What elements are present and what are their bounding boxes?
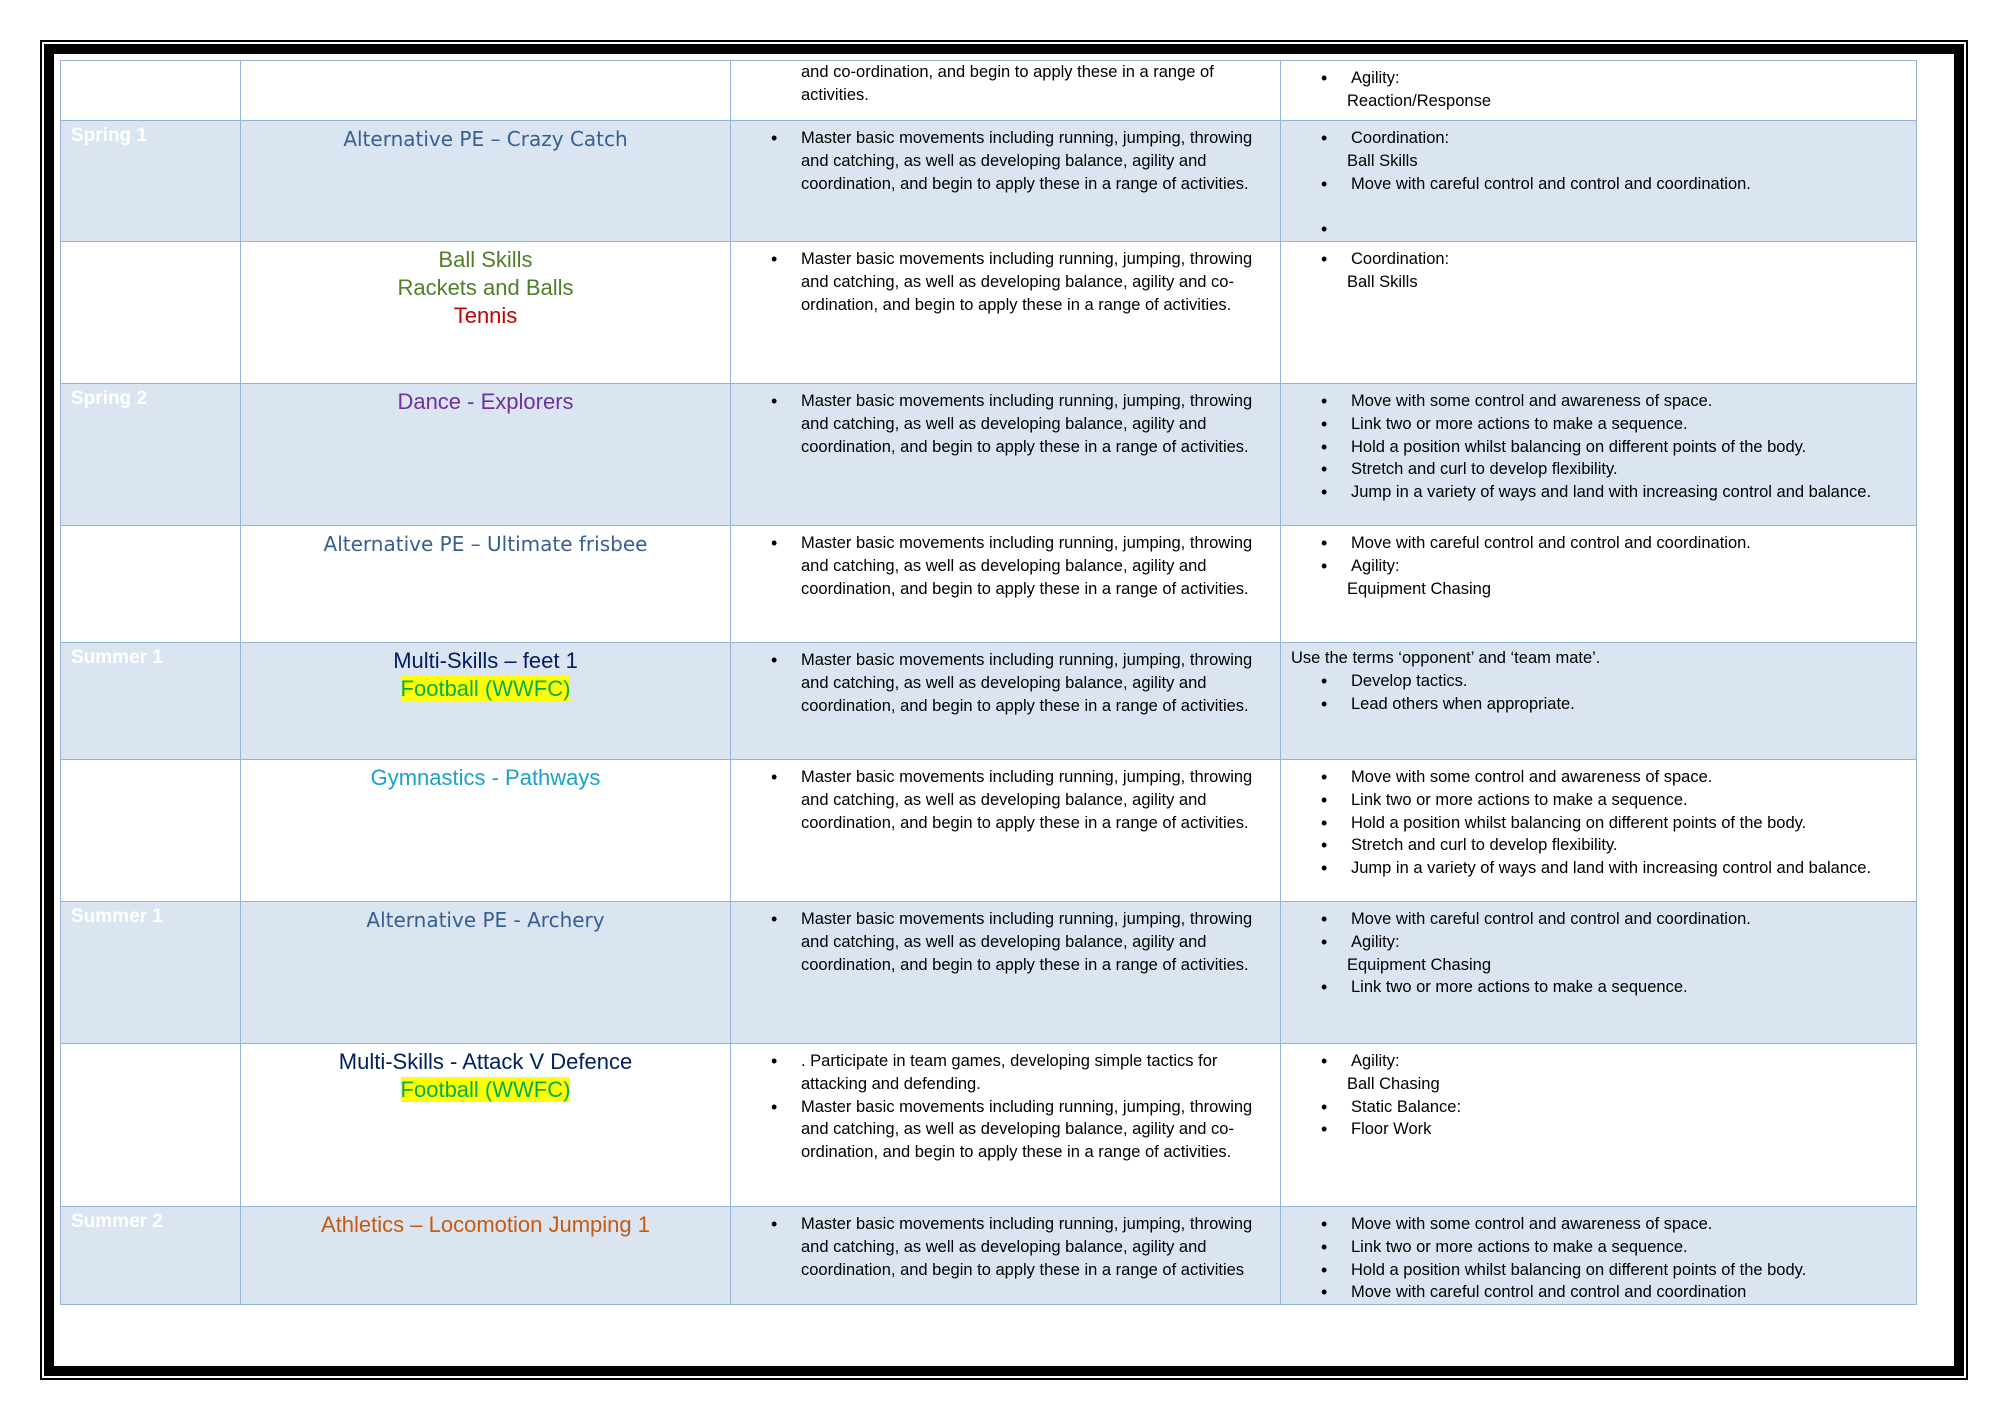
objective-item: • . Participate in team games, developing simple tactics for attacking and defending. bbox=[801, 1050, 1268, 1096]
skill-item: • Stretch and curl to develop flexibility. bbox=[1351, 834, 1904, 857]
unit-cell bbox=[241, 901, 731, 1043]
objective-continued-text: and co-ordination, and begin to apply these in a range of activities. bbox=[801, 63, 1214, 104]
objective-list bbox=[731, 242, 1280, 316]
skill-subtext: Reaction/Response bbox=[1347, 91, 1492, 110]
skill-item: • Link two or more actions to make a sequence. bbox=[1351, 976, 1904, 999]
objective-item: • Master basic movements including running, jumping, throwing and catching, as well as developing balance, agility and coordination, and begin to apply these in a range of activities bbox=[801, 1213, 1268, 1281]
skill-item: • Move with some control and awareness of space. bbox=[1351, 390, 1904, 413]
term-cell bbox=[61, 383, 241, 525]
skill-item: • Agility: bbox=[1351, 1050, 1904, 1073]
skill-subtext: Ball Skills bbox=[1347, 151, 1418, 170]
unit-title-text: Dance - Explorers bbox=[397, 388, 574, 414]
unit-title-text: Alternative PE - Archery bbox=[366, 907, 605, 932]
unit-title-text: Athletics – Locomotion Jumping 1 bbox=[321, 1211, 650, 1237]
skills-cell bbox=[1281, 1206, 1917, 1304]
skill-item: • Lead others when appropriate. bbox=[1351, 693, 1904, 716]
unit-cell bbox=[241, 1206, 731, 1304]
table-row bbox=[61, 121, 1917, 242]
pe-curriculum-table bbox=[60, 60, 1917, 1305]
skill-item: • Hold a position whilst balancing on different points of the body. bbox=[1351, 1259, 1904, 1282]
skill-item: • Coordination: bbox=[1351, 127, 1904, 150]
objective-list bbox=[731, 121, 1280, 195]
objective-list bbox=[731, 902, 1280, 976]
skill-list bbox=[1281, 760, 1916, 880]
skill-item: • Agility: bbox=[1351, 67, 1904, 90]
objective-item: • Master basic movements including running, jumping, throwing and catching, as well as developing balance, agility and coordination, and begin to apply these in a range of activities. bbox=[801, 390, 1268, 458]
skill-item: • Floor Work bbox=[1351, 1118, 1904, 1141]
skill-subtext: Equipment Chasing bbox=[1347, 579, 1492, 598]
objectives-cell bbox=[731, 642, 1281, 759]
unit-title-text: Rackets and Balls bbox=[397, 274, 574, 300]
unit-title bbox=[241, 125, 730, 153]
objective-list bbox=[731, 643, 1280, 717]
skill-item: • Jump in a variety of ways and land with increasing control and balance. bbox=[1351, 857, 1904, 880]
unit-title bbox=[241, 906, 730, 934]
objectives-cell bbox=[731, 383, 1281, 525]
skills-cell bbox=[1281, 525, 1917, 642]
objective-list bbox=[731, 526, 1280, 600]
term-cell bbox=[61, 1043, 241, 1206]
skill-item bbox=[1351, 218, 1904, 241]
objectives-cell bbox=[731, 61, 1281, 121]
skill-list bbox=[1281, 526, 1916, 600]
unit-title bbox=[241, 647, 730, 675]
unit-title bbox=[241, 1211, 730, 1239]
skill-item: • Develop tactics. bbox=[1351, 670, 1904, 693]
table-body bbox=[61, 61, 1917, 1305]
term-label: Summer 2 bbox=[71, 1210, 163, 1232]
unit-title bbox=[241, 530, 730, 558]
unit-title bbox=[241, 1076, 730, 1104]
skill-lead-text: Use the terms ‘opponent’ and ‘team mate’. bbox=[1291, 648, 1601, 667]
unit-title-text: Ball Skills bbox=[438, 246, 533, 272]
unit-title bbox=[241, 274, 730, 302]
table-row bbox=[61, 525, 1917, 642]
skill-item: • Coordination: bbox=[1351, 248, 1904, 271]
skill-list bbox=[1281, 902, 1916, 999]
table-row bbox=[61, 901, 1917, 1043]
skill-item: • Move with careful control and control and coordination bbox=[1351, 1281, 1904, 1304]
skill-subtext: Ball Chasing bbox=[1347, 1074, 1440, 1093]
skill-list bbox=[1281, 670, 1916, 716]
unit-cell bbox=[241, 383, 731, 525]
term-cell bbox=[61, 525, 241, 642]
objective-list bbox=[731, 384, 1280, 458]
objectives-cell bbox=[731, 1043, 1281, 1206]
objective-item: • Master basic movements including running, jumping, throwing and catching, as well as developing balance, agility and coordination, and begin to apply these in a range of activities. bbox=[801, 908, 1268, 976]
unit-title bbox=[241, 675, 730, 703]
unit-title bbox=[241, 764, 730, 792]
skill-item: • Move with some control and awareness of space. bbox=[1351, 1213, 1904, 1236]
unit-title-text: Multi-Skills - Attack V Defence bbox=[338, 1048, 633, 1074]
unit-title-highlighted: Football (WWFC) bbox=[400, 1076, 571, 1102]
skill-item: • Link two or more actions to make a sequence. bbox=[1351, 1236, 1904, 1259]
objective-item: • Master basic movements including running, jumping, throwing and catching, as well as developing balance, agility and co-ordination, and begin to apply these in a range of activities. bbox=[801, 1096, 1268, 1164]
unit-cell bbox=[241, 1043, 731, 1206]
skill-list bbox=[1281, 1207, 1916, 1304]
unit-title-text: Tennis bbox=[453, 302, 518, 328]
skill-item: • Link two or more actions to make a sequence. bbox=[1351, 413, 1904, 436]
unit-title bbox=[241, 388, 730, 416]
objectives-cell bbox=[731, 901, 1281, 1043]
unit-title-text: Gymnastics - Pathways bbox=[370, 764, 601, 790]
unit-title-highlighted: Football (WWFC) bbox=[400, 675, 571, 701]
table-row bbox=[61, 61, 1917, 121]
objectives-cell bbox=[731, 525, 1281, 642]
skills-cell bbox=[1281, 121, 1917, 242]
skill-list bbox=[1281, 121, 1916, 241]
skills-cell bbox=[1281, 1043, 1917, 1206]
table-row bbox=[61, 383, 1917, 525]
unit-title-text: Multi-Skills – feet 1 bbox=[393, 647, 578, 673]
skill-item: • Link two or more actions to make a sequence. bbox=[1351, 789, 1904, 812]
skill-item: • Hold a position whilst balancing on different points of the body. bbox=[1351, 812, 1904, 835]
skills-cell bbox=[1281, 61, 1917, 121]
objective-list bbox=[731, 760, 1280, 834]
table-row bbox=[61, 642, 1917, 759]
objectives-cell bbox=[731, 241, 1281, 383]
unit-cell bbox=[241, 525, 731, 642]
skill-item: • Static Balance: bbox=[1351, 1096, 1904, 1119]
unit-title bbox=[241, 1048, 730, 1076]
term-cell bbox=[61, 642, 241, 759]
skill-item: • Hold a position whilst balancing on different points of the body. bbox=[1351, 436, 1904, 459]
skills-cell bbox=[1281, 383, 1917, 525]
term-cell bbox=[61, 241, 241, 383]
unit-title bbox=[241, 246, 730, 274]
objective-item: • Master basic movements including running, jumping, throwing and catching, as well as developing balance, agility and coordination, and begin to apply these in a range of activities. bbox=[801, 532, 1268, 600]
term-cell bbox=[61, 901, 241, 1043]
term-label: Summer 1 bbox=[71, 905, 163, 927]
unit-cell bbox=[241, 759, 731, 901]
skill-item: • Move with some control and awareness of space. bbox=[1351, 766, 1904, 789]
skill-item: • Move with careful control and control and coordination. bbox=[1351, 532, 1904, 555]
skill-item: • Agility: bbox=[1351, 931, 1904, 954]
term-cell bbox=[61, 61, 241, 121]
skill-item: • Jump in a variety of ways and land with increasing control and balance. bbox=[1351, 481, 1904, 504]
term-cell bbox=[61, 1206, 241, 1304]
skill-blank-line bbox=[1351, 195, 1904, 218]
skill-item: • Move with careful control and control and coordination. bbox=[1351, 173, 1904, 196]
table-row bbox=[61, 1206, 1917, 1304]
term-label: Summer 1 bbox=[71, 646, 163, 668]
unit-title-text: Alternative PE – Ultimate frisbee bbox=[323, 531, 648, 556]
term-cell bbox=[61, 121, 241, 242]
term-cell bbox=[61, 759, 241, 901]
skills-cell bbox=[1281, 642, 1917, 759]
unit-cell bbox=[241, 642, 731, 759]
skill-item: • Stretch and curl to develop flexibility. bbox=[1351, 458, 1904, 481]
objectives-cell bbox=[731, 1206, 1281, 1304]
skill-list bbox=[1281, 242, 1916, 294]
objective-item: • Master basic movements including running, jumping, throwing and catching, as well as developing balance, agility and coordination, and begin to apply these in a range of activities. bbox=[801, 649, 1268, 717]
unit-cell bbox=[241, 121, 731, 242]
unit-title bbox=[241, 302, 730, 330]
objective-item: • Master basic movements including running, jumping, throwing and catching, as well as developing balance, agility and co-ordination, and begin to apply these in a range of activities. bbox=[801, 248, 1268, 316]
skill-list bbox=[1281, 61, 1916, 113]
unit-title-text: Alternative PE – Crazy Catch bbox=[343, 127, 628, 151]
skill-subtext: Equipment Chasing bbox=[1347, 955, 1492, 974]
objectives-cell bbox=[731, 121, 1281, 242]
unit-cell bbox=[241, 241, 731, 383]
objective-item: • Master basic movements including running, jumping, throwing and catching, as well as developing balance, agility and coordination, and begin to apply these in a range of activities. bbox=[801, 766, 1268, 834]
table-row bbox=[61, 1043, 1917, 1206]
skill-subtext: Ball Skills bbox=[1347, 272, 1418, 291]
objective-list bbox=[731, 1044, 1280, 1164]
objective-list bbox=[731, 1207, 1280, 1281]
table-row bbox=[61, 241, 1917, 383]
skill-item: • Agility: bbox=[1351, 555, 1904, 578]
objectives-cell bbox=[731, 759, 1281, 901]
skill-list bbox=[1281, 1044, 1916, 1141]
term-label: Spring 2 bbox=[71, 387, 148, 409]
term-label: Spring 1 bbox=[71, 125, 148, 146]
unit-cell bbox=[241, 61, 731, 121]
skills-cell bbox=[1281, 901, 1917, 1043]
objective-item: • Master basic movements including running, jumping, throwing and catching, as well as developing balance, agility and coordination, and begin to apply these in a range of activities. bbox=[801, 127, 1268, 195]
skills-cell bbox=[1281, 241, 1917, 383]
skills-cell bbox=[1281, 759, 1917, 901]
skill-list bbox=[1281, 384, 1916, 504]
skill-item: • Move with careful control and control and coordination. bbox=[1351, 908, 1904, 931]
table-row bbox=[61, 759, 1917, 901]
